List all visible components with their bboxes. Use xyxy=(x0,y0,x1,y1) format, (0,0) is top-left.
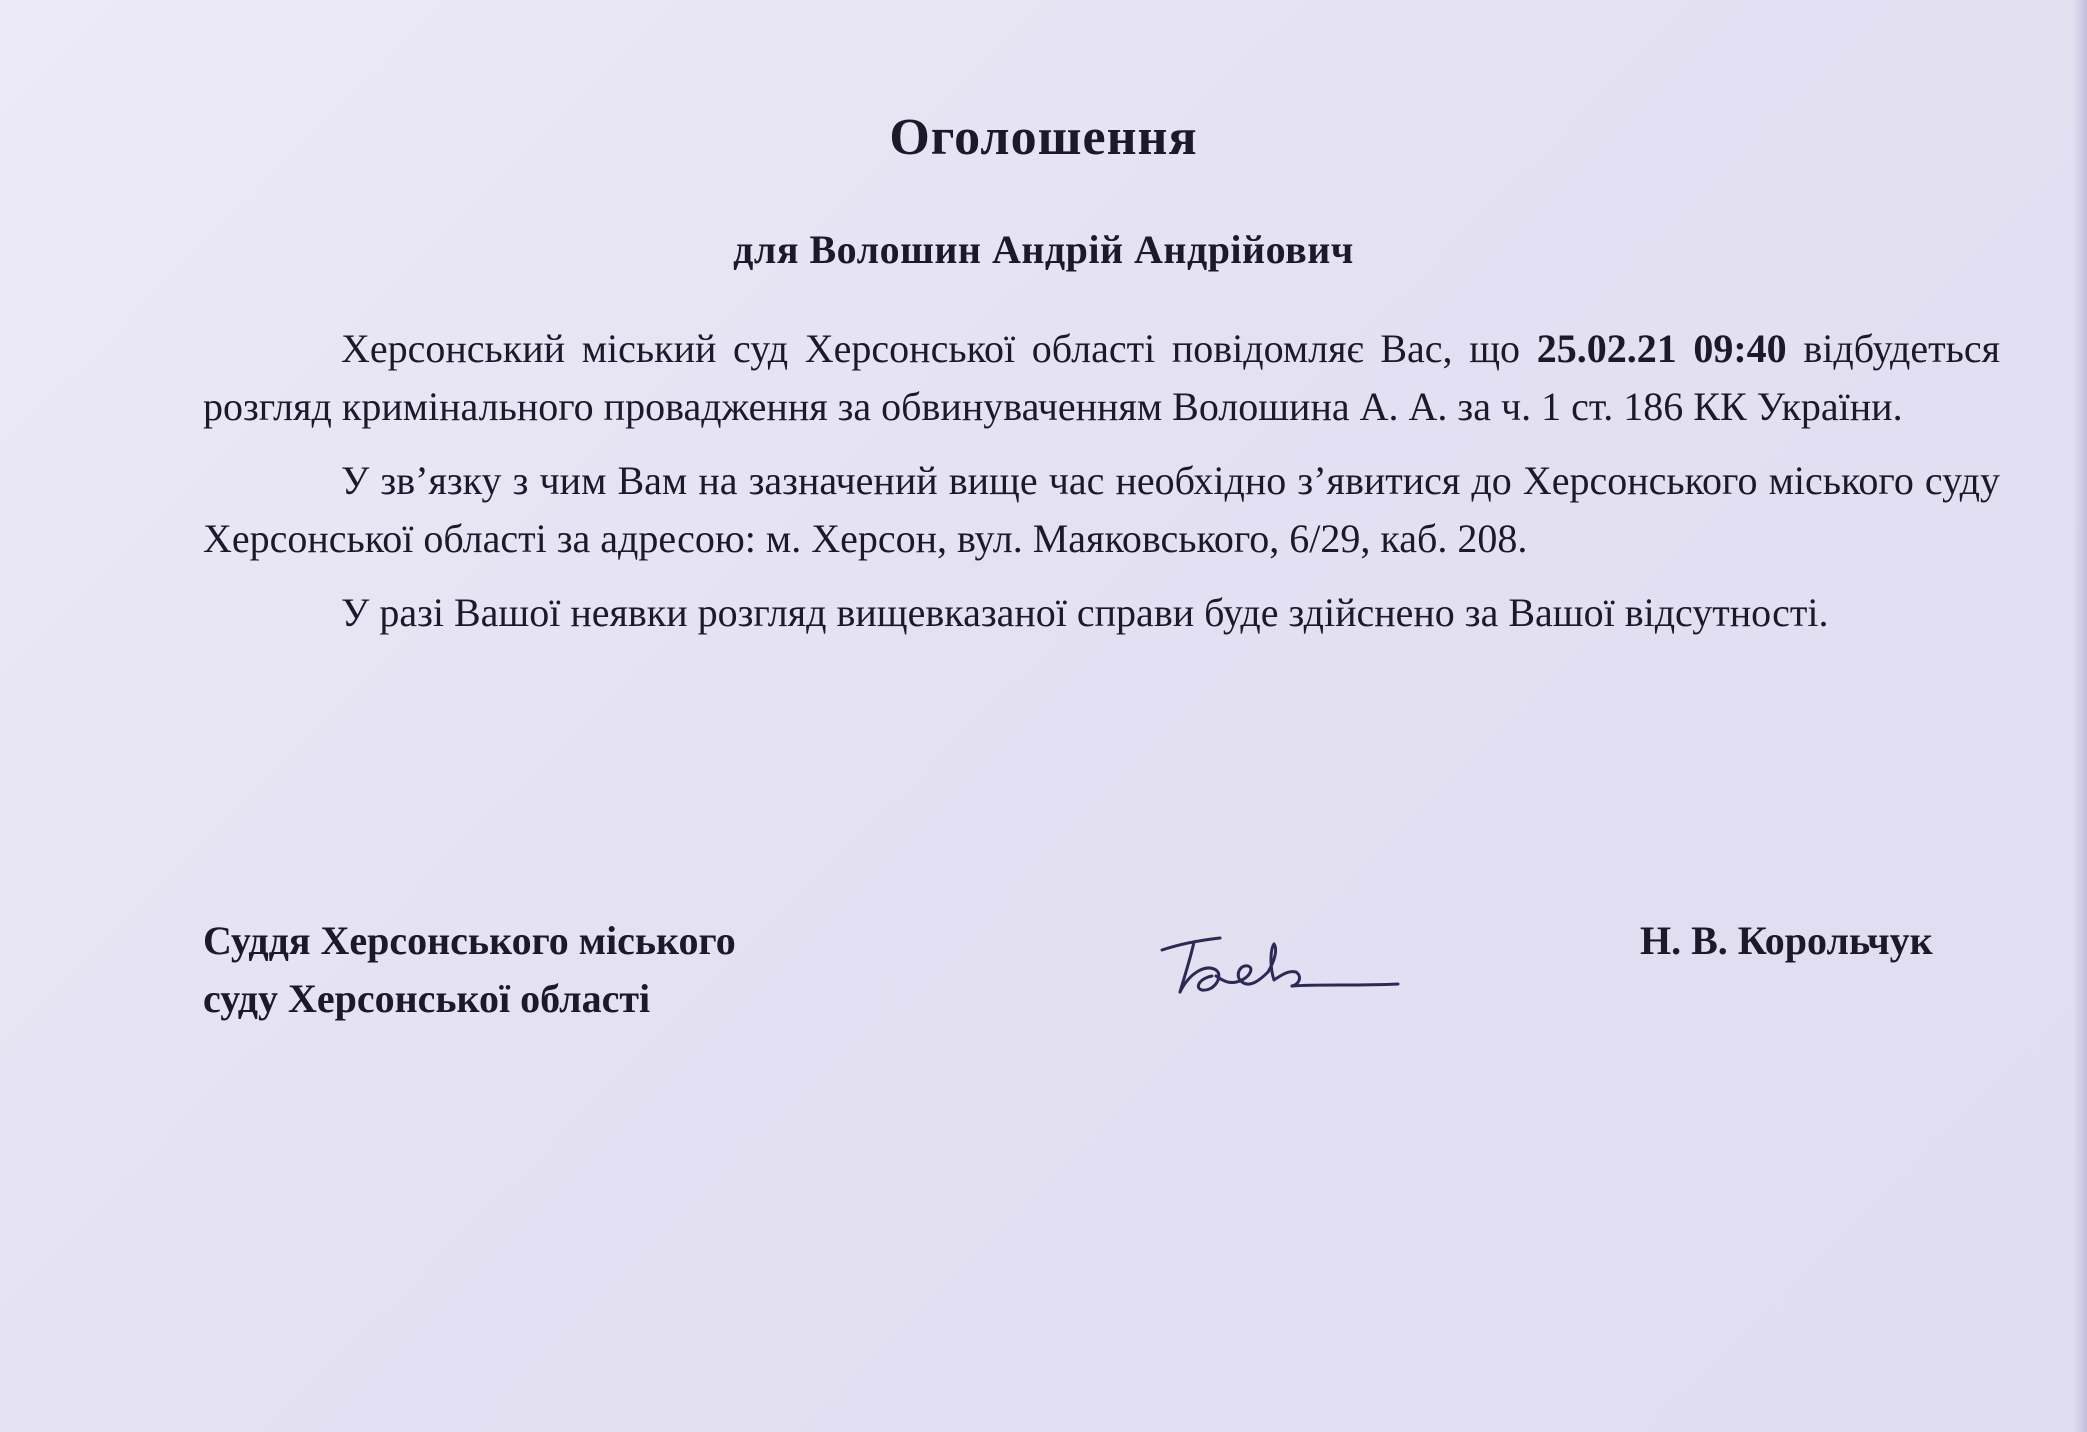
paper-edge-shadow xyxy=(2073,0,2087,1432)
addressee-line: для Волошин Андрій Андрійович xyxy=(733,227,1354,272)
judge-position-line-2: суду Херсонської області xyxy=(203,976,651,1021)
hearing-datetime: 25.02.21 09:40 xyxy=(1536,326,1787,371)
judge-position-line-1: Суддя Херсонського міського xyxy=(203,918,736,963)
body-paragraph-absence: У разі Вашої неявки розгляд вищевказаної справи буде здійснено за Вашої відсутності. xyxy=(341,590,1829,635)
hearing-intro-text: Херсонський міський суд Херсонської області повідомляє Вас, що xyxy=(341,326,1537,371)
handwritten-signature xyxy=(1150,920,1410,1010)
body-paragraph-hearing xyxy=(203,320,2000,436)
notice-title: Оголошення xyxy=(889,109,1198,166)
body-paragraph-appearance: У зв’язку з чим Вам на зазначений вище час необхідно з’явитися до Херсонського міського суду Херсонської області за адресою: м. Херсон, вул. Маяковського, 6/29, каб. 208. xyxy=(203,458,2000,561)
judge-position xyxy=(203,912,736,1028)
judge-name: Н. В. Корольчук xyxy=(1640,918,1933,963)
hearing-details-text: відбудеться розгляд кримінального провадження за обвинуваченням Волошина А. А. за ч. 1 ст. 186 КК України. xyxy=(203,326,2000,429)
notice-body xyxy=(203,320,2000,642)
